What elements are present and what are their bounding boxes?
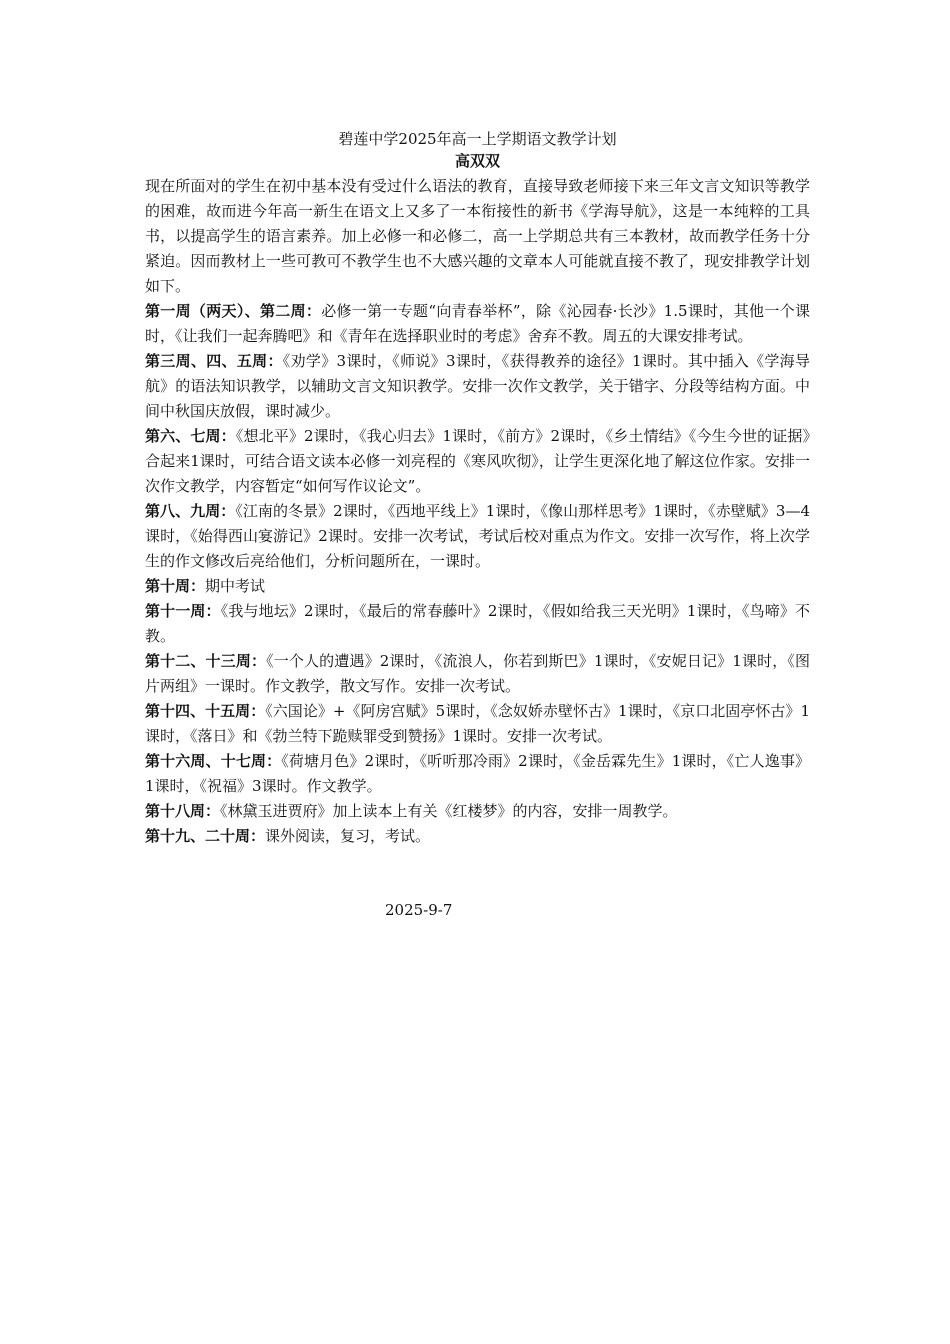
week-text: 必修一第一专题“向青春举杯”，除《沁园春·长沙》1.5课时，其他一个课时，《让我们一起奔腾吧》和《青年在选择职业时的考虑》舍弃不教。周五的大课安排考试。 [145,302,810,345]
author-name: 高双双 [454,152,500,170]
week-entry [145,749,810,799]
week-text: 《六国论》+《阿房宫赋》5课时，《念奴娇赤壁怀古》1课时，《京口北固亭怀古》1课时，《落日》和《勃兰特下跪赎罪受到赞扬》1课时。安排一次考试。 [145,702,810,745]
week-entry [145,599,810,649]
week-label: 第六、七周： [145,427,236,445]
week-text: 《荷塘月色》2课时，《听听那冷雨》2课时，《金岳霖先生》1课时，《亡人逸事》1课时，《祝福》3课时。作文教学。 [145,752,810,795]
week-entry [145,824,810,849]
week-entry [145,799,810,824]
week-entry [145,649,810,699]
week-label: 第八、九周： [145,502,236,520]
week-label: 第十二、十三周： [145,652,267,670]
week-entry [145,574,810,599]
document-body [145,128,810,849]
document-date: 2025-9-7 [385,901,453,919]
week-text: 《一个人的遭遇》2课时，《流浪人，你若到斯巴》1课时，《安妮日记》1课时，《图片两组》一课时。作文教学，散文写作。安排一次考试。 [145,652,810,695]
week-label: 第十一周： [145,602,221,620]
week-label: 第十九、二十周： [145,827,266,845]
week-label: 第十周： [145,577,206,595]
week-label: 第一周（两天）、第二周： [145,302,322,320]
document-title: 碧莲中学2025年高一上学期语文教学计划 [338,130,617,148]
week-entry [145,499,810,574]
week-text: 期中考试 [205,577,266,595]
week-label: 第十四、十五周： [145,702,266,720]
week-label: 第三周、四、五周： [145,352,283,370]
week-text: 《林黛玉进贾府》加上读本上有关《红楼梦》的内容，安排一周教学。 [220,802,678,820]
week-entry [145,424,810,499]
week-text: 《想北平》2课时，《我心归去》1课时，《前方》2课时，《乡土情结》《今生今世的证据》合起来1课时，可结合语文读本必修一刘亮程的《寒风吹彻》，让学生更深化地了解这位作家。安排一次作文教学，内容暂定“如何写作议论文”。 [145,427,810,495]
week-text: 课外阅读，复习，考试。 [265,827,431,845]
intro-paragraph: 现在所面对的学生在初中基本没有受过什么语法的教育，直接导致老师接下来三年文言文知识等教学的困难，故而进今年高一新生在语文上又多了一本衔接性的新书《学海导航》，这是一本纯粹的工具书，以提高学生的语言素养。加上必修一和必修二，高一上学期总共有三本教材，故而教学任务十分紧迫。因而教材上一些可教可不教学生也不大感兴趣的文章本人可能就直接不教了，现安排教学计划如下。 [145,177,810,295]
week-entry [145,299,810,349]
week-text: 《劝学》3课时，《师说》3课时，《获得教养的途径》1课时。其中插入《学海导航》的语法知识教学，以辅助文言文知识教学。安排一次作文教学，关于错字、分段等结构方面。中间中秋国庆放假，课时减少。 [145,352,810,420]
week-text: 《我与地坛》2课时，《最后的常春藤叶》2课时，《假如给我三天光明》1课时，《鸟啼》不教。 [145,602,810,645]
week-label: 第十八周： [145,802,221,820]
week-text: 《江南的冬景》2课时，《西地平线上》1课时，《像山那样思考》1课时，《赤壁赋》3—4课时，《始得西山宴游记》2课时。安排一次考试，考试后校对重点为作文。安排一次写作，将上次学生的作文修改后亮给他们，分析问题所在，一课时。 [145,502,810,570]
week-entry [145,699,810,749]
week-entry [145,349,810,424]
week-label: 第十六周、十七周： [145,752,282,770]
